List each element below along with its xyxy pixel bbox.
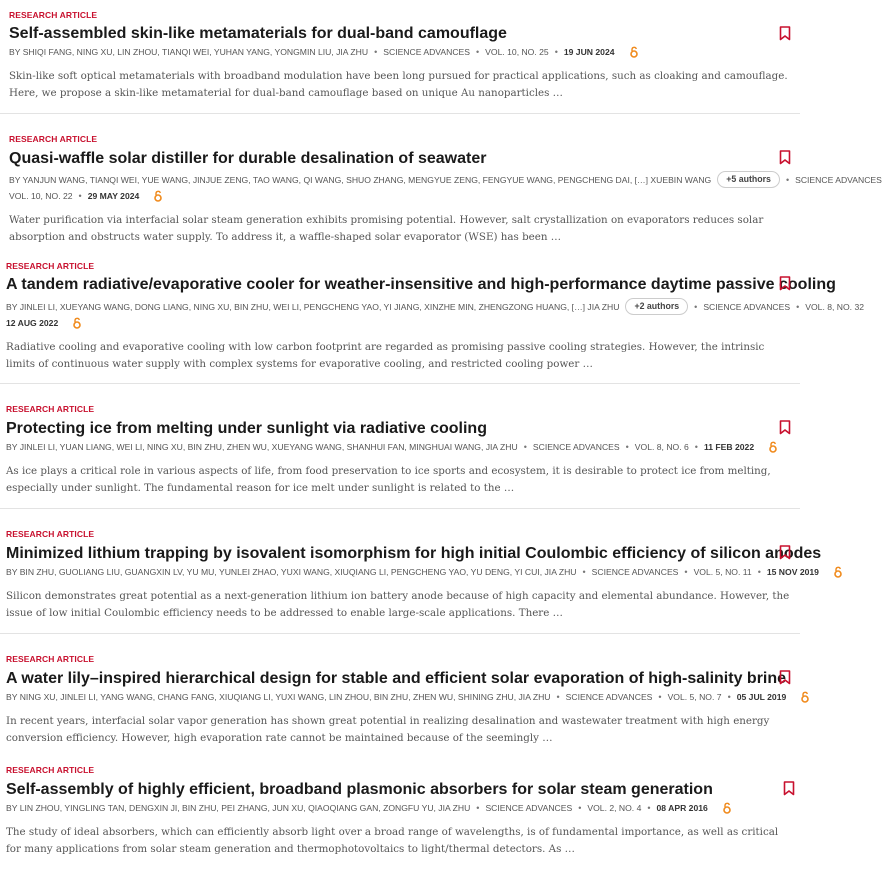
meta-separator: • <box>727 692 731 702</box>
article-journal[interactable]: SCIENCE ADVANCES <box>565 692 653 702</box>
article-title[interactable]: Self-assembly of highly efficient, broadband plasmonic absorbers for solar steam generation <box>6 781 713 798</box>
article-date: 12 AUG 2022 <box>6 318 59 328</box>
article-abstract: As ice plays a critical role in various aspects of life, from food preservation to ice sports and ecosystem, it is desirable to protect ice from melting, especially under sunlight. The fundamental reason for ice melt under sunlight is related to the … <box>6 465 771 494</box>
meta-separator: • <box>647 803 651 813</box>
article-card <box>0 0 800 114</box>
bookmark-icon[interactable] <box>779 545 793 561</box>
meta-separator: • <box>684 567 688 577</box>
article-volume[interactable]: VOL. 8, NO. 32 <box>805 301 865 312</box>
meta-separator: • <box>694 442 698 452</box>
article-type-label: RESEARCH ARTICLE <box>9 134 98 144</box>
open-access-icon <box>153 190 163 202</box>
article-type-label: RESEARCH ARTICLE <box>6 261 95 271</box>
open-access-icon <box>800 691 810 703</box>
article-date: 29 MAY 2024 <box>87 191 140 201</box>
article-title[interactable]: Protecting ice from melting under sunlight via radiative cooling <box>6 420 487 437</box>
article-abstract: Silicon demonstrates great potential as a next-generation lithium ion battery anode because of high capacity and elemental abundance. However, the issue of low initial Coulombic efficiency needs to be addressed to enable large-scale applications. There … <box>6 590 790 619</box>
article-journal[interactable]: SCIENCE ADVANCES <box>591 567 679 577</box>
article-meta-line2 <box>6 317 82 329</box>
article-authors[interactable]: BY YANJUN WANG, TIANQI WEI, YUE WANG, JINJUE ZENG, TAO WANG, QI WANG, SHUO ZHANG, MENGYUE ZENG, FENGYUE WANG, PENGCHENG DAI, […] XUEBIN WANG <box>9 174 712 185</box>
article-journal[interactable]: SCIENCE ADVANCES <box>532 442 620 452</box>
bookmark-icon[interactable] <box>783 781 797 797</box>
article-authors[interactable]: BY NING XU, JINLEI LI, YANG WANG, CHANG FANG, XIUQIANG LI, YUXI WANG, LIN ZHOU, BIN ZHU, ZHEN WU, SHINING ZHU, JIA ZHU <box>6 692 551 702</box>
article-journal[interactable]: SCIENCE ADVANCES <box>703 301 791 312</box>
article-abstract: Water purification via interfacial solar steam generation exhibits promising potential. However, salt crystallization on evaporators reduces solar absorption and obstructs water supply. To address it, a waffle-shaped solar evaporator (WSE) has been … <box>9 214 764 243</box>
meta-separator: • <box>374 47 378 57</box>
meta-separator: • <box>78 191 82 201</box>
article-meta <box>6 802 732 814</box>
open-access-icon <box>629 46 639 58</box>
bookmark-icon[interactable] <box>779 276 793 292</box>
article-meta <box>6 298 864 315</box>
meta-separator: • <box>476 47 480 57</box>
more-authors-button[interactable]: +2 authors <box>625 298 688 315</box>
article-card <box>0 523 822 634</box>
article-meta <box>9 171 882 188</box>
article-volume[interactable]: VOL. 8, NO. 6 <box>634 442 689 452</box>
article-title[interactable]: Minimized lithium trapping by isovalent isomorphism for high initial Coulombic efficiency of silicon anodes <box>6 545 822 562</box>
article-type-label: RESEARCH ARTICLE <box>9 10 98 20</box>
article-authors[interactable]: BY JINLEI LI, YUAN LIANG, WEI LI, NING XU, BIN ZHU, ZHEN WU, XUEYANG WANG, SHANHUI FAN, MINGHUAI WANG, JIA ZHU <box>6 442 518 452</box>
open-access-icon <box>768 441 778 453</box>
meta-separator: • <box>785 174 790 185</box>
article-volume[interactable]: VOL. 2, NO. 4 <box>587 803 642 813</box>
article-card <box>0 648 800 756</box>
article-date: 11 FEB 2022 <box>703 442 755 452</box>
article-abstract: In recent years, interfacial solar vapor generation has shown great potential in realizing desalination and wastewater treatment with high energy conversion efficiency. However, high evaporation rate cannot be maintained because of the seemingly … <box>6 715 770 744</box>
open-access-icon <box>833 566 843 578</box>
article-volume[interactable]: VOL. 10, NO. 25 <box>485 47 549 57</box>
article-meta-line2 <box>9 190 163 202</box>
article-title[interactable]: Quasi-waffle solar distiller for durable desalination of seawater <box>9 150 487 167</box>
bookmark-icon[interactable] <box>779 150 793 166</box>
article-meta <box>9 46 639 58</box>
meta-separator: • <box>658 692 662 702</box>
meta-separator: • <box>625 442 629 452</box>
article-date: 08 APR 2016 <box>656 803 708 813</box>
article-volume[interactable]: VOL. 10, NO. 22 <box>9 191 73 201</box>
meta-separator: • <box>554 47 558 57</box>
meta-separator: • <box>578 803 582 813</box>
meta-separator: • <box>476 803 480 813</box>
article-journal[interactable]: SCIENCE ADVANCES <box>795 174 882 185</box>
article-date: 15 NOV 2019 <box>766 567 819 577</box>
article-type-label: RESEARCH ARTICLE <box>6 529 95 539</box>
article-abstract: The study of ideal absorbers, which can efficiently absorb light over a broad range of wavelengths, is of fundamental importance, as well as critical for many applications from solar steam generation and thermophotovoltaics to light/thermal detectors. As … <box>6 826 779 855</box>
article-type-label: RESEARCH ARTICLE <box>6 654 95 664</box>
article-meta <box>6 566 843 578</box>
article-title[interactable]: Self-assembled skin-like metamaterials for dual-band camouflage <box>9 25 507 42</box>
article-date: 19 JUN 2024 <box>563 47 615 57</box>
bookmark-icon[interactable] <box>779 26 793 42</box>
meta-separator: • <box>582 567 586 577</box>
article-authors[interactable]: BY SHIQI FANG, NING XU, LIN ZHOU, TIANQI WEI, YUHAN YANG, YONGMIN LIU, JIA ZHU <box>9 47 369 57</box>
open-access-icon <box>722 802 732 814</box>
bookmark-icon[interactable] <box>779 420 793 436</box>
article-date: 05 JUL 2019 <box>736 692 787 702</box>
article-title[interactable]: A tandem radiative/evaporative cooler for weather-insensitive and high-performance daytime passive cooling <box>6 276 836 293</box>
article-type-label: RESEARCH ARTICLE <box>6 404 95 414</box>
meta-separator: • <box>523 442 527 452</box>
article-journal[interactable]: SCIENCE ADVANCES <box>485 803 573 813</box>
article-authors[interactable]: BY LIN ZHOU, YINGLING TAN, DENGXIN JI, BIN ZHU, PEI ZHANG, JUN XU, QIAOQIANG GAN, ZONGFU YU, JIA ZHU <box>6 803 471 813</box>
article-journal[interactable]: SCIENCE ADVANCES <box>383 47 471 57</box>
article-card <box>0 759 800 867</box>
article-type-label: RESEARCH ARTICLE <box>6 765 95 775</box>
article-card <box>0 258 865 384</box>
article-authors[interactable]: BY JINLEI LI, XUEYANG WANG, DONG LIANG, NING XU, BIN ZHU, WEI LI, PENGCHENG YAO, YI JIANG, XINZHE MIN, ZHENGZONG HUANG, […] JIA ZHU <box>6 301 620 312</box>
article-meta <box>6 691 810 703</box>
article-abstract: Skin-like soft optical metamaterials with broadband modulation have been long pursued for practical applications, such as cloaking and camouflage. Here, we propose a skin-like metamaterial for dual-band camouflage based on unique Au nanoparticles … <box>9 70 788 99</box>
article-abstract: Radiative cooling and evaporative cooling with low carbon footprint are regarded as promising passive cooling strategies. However, the intrinsic limits of continuous water supply with complex systems for evaporative cooling, and restricted cooling power … <box>6 341 765 370</box>
meta-separator: • <box>556 692 560 702</box>
article-meta <box>6 441 778 453</box>
open-access-icon <box>72 317 82 329</box>
bookmark-icon[interactable] <box>779 670 793 686</box>
article-volume[interactable]: VOL. 5, NO. 11 <box>693 567 752 577</box>
meta-separator: • <box>796 301 800 312</box>
article-title[interactable]: A water lily–inspired hierarchical design for stable and efficient solar evaporation of high-salinity brine <box>6 670 787 687</box>
article-card <box>0 128 882 250</box>
meta-separator: • <box>757 567 761 577</box>
article-authors[interactable]: BY BIN ZHU, GUOLIANG LIU, GUANGXIN LV, YU MU, YUNLEI ZHAO, YUXI WANG, XIUQIANG LI, PENGCHENG YAO, YU DENG, YI CUI, JIA ZHU <box>6 567 577 577</box>
article-volume[interactable]: VOL. 5, NO. 7 <box>667 692 722 702</box>
more-authors-button[interactable]: +5 authors <box>717 171 780 188</box>
article-card <box>0 398 800 509</box>
meta-separator: • <box>694 301 698 312</box>
